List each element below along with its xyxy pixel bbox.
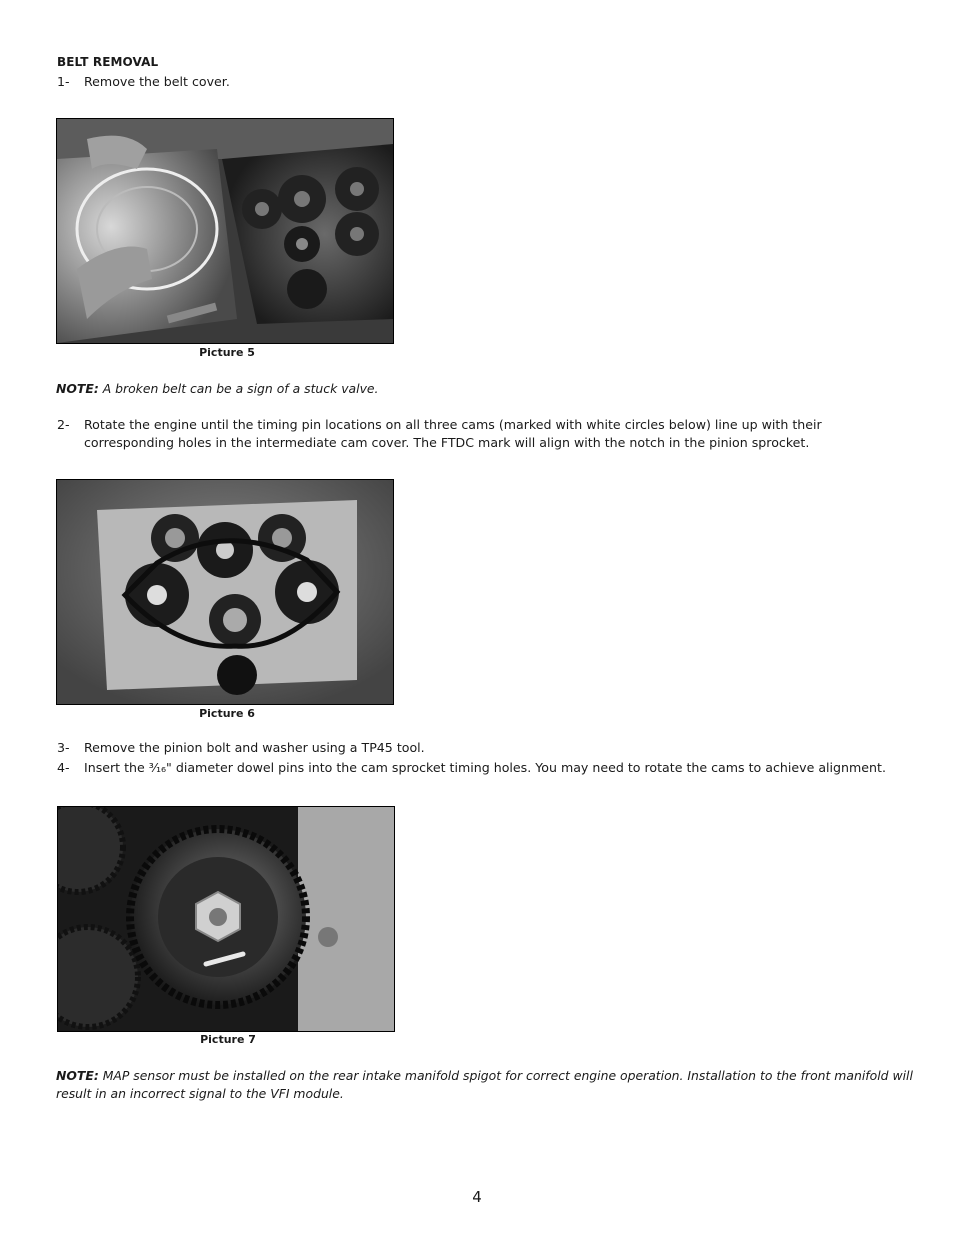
step-number: 2- (57, 417, 70, 432)
figure-photo-6 (56, 479, 394, 705)
section-heading: BELT REMOVAL (57, 55, 159, 69)
note-text: MAP sensor must be installed on the rear intake manifold spigot for correct engine operation. Installation to the front manifold will result in an incorrect signal to the VFI module. (56, 1068, 913, 1101)
step-3 (57, 739, 917, 757)
figure-caption-7: Picture 7 (200, 1033, 256, 1046)
figure-photo-5 (56, 118, 394, 344)
note-label: NOTE: (56, 381, 99, 396)
step-text: Rotate the engine until the timing pin locations on all three cams (marked with white circles below) line up with their corresponding holes in the intermediate cam cover. The FTDC mark will align with the notch in the pinion sprocket. (84, 417, 822, 450)
note-1 (56, 380, 916, 398)
figure-caption-5: Picture 5 (199, 346, 255, 359)
step-1 (57, 73, 917, 91)
figure-caption-6: Picture 6 (199, 707, 255, 720)
page-number: 4 (472, 1188, 482, 1206)
note-2 (56, 1067, 916, 1103)
step-number: 4- (57, 760, 70, 775)
step-2 (57, 416, 900, 452)
step-4 (57, 759, 917, 777)
step-number: 3- (57, 740, 70, 755)
figure-photo-7 (57, 806, 395, 1032)
note-text: A broken belt can be a sign of a stuck valve. (98, 381, 379, 396)
step-text: Remove the pinion bolt and washer using a TP45 tool. (84, 740, 425, 755)
step-text: Remove the belt cover. (84, 74, 230, 89)
note-label: NOTE: (56, 1068, 99, 1083)
step-number: 1- (57, 74, 70, 89)
step-text: Insert the ³⁄₁₆" diameter dowel pins into the cam sprocket timing holes. You may need to rotate the cams to achieve alignment. (84, 760, 886, 775)
